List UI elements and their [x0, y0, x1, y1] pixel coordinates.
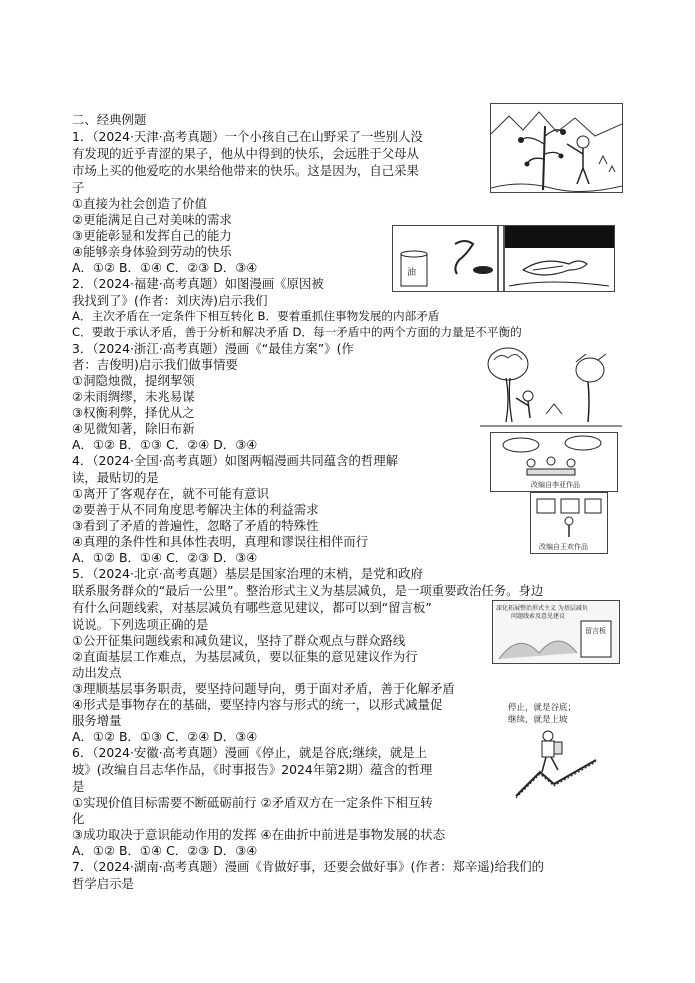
q3-cartoon-figure [480, 340, 622, 430]
q6-cartoon-figure [506, 700, 606, 800]
q2-option: C．要敢于承认矛盾，善于分析和解决矛盾 D．每一矛盾中的两个方面的力量是不平衡的 [72, 325, 522, 339]
q5-option: 服务增量 [72, 713, 122, 728]
q1-cartoon-figure [490, 103, 623, 193]
section-title: 二、经典例题 [72, 112, 147, 127]
q6-option: ③成功取决于意识能动作用的发挥 ④在曲折中前进是事物发展的状态 [72, 827, 446, 842]
q5-stem-line: 说说。下列选项正确的是 [72, 617, 209, 632]
q1-stem-line: 1．（2024·天津·高考真题）一个小孩自己在山野采了一些别人没 [72, 129, 423, 144]
q5-option: 动出发点 [72, 665, 122, 680]
q1-choices: A．①② B．①④ C．②③ D．③④ [72, 260, 258, 275]
q5-stem-line: 联系服务群众的“最后一公里”。整治形式主义为基层减负，是一项重要政治任务。身边 [72, 583, 544, 598]
q1-option: ②更能满足自己对美味的需求 [72, 212, 232, 227]
q4-option: ③看到了矛盾的普遍性，忽略了矛盾的特殊性 [72, 518, 319, 533]
q5-option: ④形式是事物存在的基础，要坚持内容与形式的统一，以形式减量促 [72, 697, 443, 712]
q1-option: ①直接为社会创造了价值 [72, 196, 208, 211]
q2-stem-line: 2．（2024·福建·高考真题）如图漫画《原因被 [72, 276, 324, 291]
q6-stem-line: 6．（2024·安徽·高考真题）漫画《停止，就是谷底;继续，就是上 [72, 745, 428, 760]
q6-choices: A．①② B．①④ C．②③ D．③④ [72, 843, 258, 858]
q2-option: A．主次矛盾在一定条件下相互转化 B．要着重抓住事物发展的内部矛盾 [72, 309, 440, 323]
q7-stem-line: 7．（2024·湖南·高考真题）漫画《肯做好事，还要会做好事》(作者：郑辛遥)给我们的 [72, 859, 545, 874]
q6-option: ①实现价值目标需要不断砥砺前行 ②矛盾双方在一定条件下相互转 [72, 795, 433, 810]
q6-caption-2: 继续，就是上坡 [508, 715, 568, 725]
q6-caption-1: 停止，就是谷底； [508, 703, 577, 713]
q5-header: 深化拓展整治形式主义 为基层减负 [496, 605, 588, 612]
q6-stem-line: 坡》(改编自吕志华作品，《时事报告》2024年第2期）蕴含的哲理 [72, 762, 433, 777]
q4-choices: A．①② B．①④ C．②③ D．③④ [72, 550, 258, 565]
q4-caption-1: 改编自李亚作品 [531, 481, 580, 489]
q3-stem-line: 3．（2024·浙江·高考真题）漫画《“最佳方案”》(作 [72, 341, 354, 356]
q1-stem-line: 有发现的近乎青涩的果子，他从中得到的快乐，会远胜于父母从 [72, 146, 419, 161]
q4-option: ④真理的条件性和具体性表明，真理和谬误往相伴而行 [72, 534, 369, 549]
q5-stem-line: 5．（2024·北京·高考真题）基层是国家治理的末梢，是党和政府 [72, 566, 423, 581]
q5-illustration [492, 600, 620, 664]
q6-option: 化 [72, 811, 85, 826]
q4-cartoon-figure-1 [490, 432, 618, 492]
q5-choices: A．①② B．①③ C．②④ D．③④ [72, 729, 258, 744]
q1-stem-line: 市场上买的他爱吃的水果给他带来的快乐。这是因为，自己采果 [72, 163, 419, 178]
q4-option: ①离开了客观存在，就不可能有意识 [72, 486, 269, 501]
q4-caption-2: 改编自王欢作品 [539, 543, 588, 551]
q5-board-label: 留言板 [585, 627, 606, 635]
q5-stem-line: 有什么问题线索，对基层减负有哪些意见建议，都可以到“留言板” [72, 600, 432, 615]
q5-subheader: 问题线索及意见建议 [511, 613, 566, 620]
q4-stem-line: 读，最贴切的是 [72, 470, 159, 485]
q3-option: ①洞隐烛微，提纲挈领 [72, 373, 195, 388]
q2-cartoon-figure [392, 225, 615, 292]
q4-stem-line: 4．（2024·全国·高考真题）如图两幅漫画共同蕴含的哲理解 [72, 453, 399, 468]
q5-option: ③理顺基层事务职责，要坚持问题导向，勇于面对矛盾，善于化解矛盾 [72, 681, 455, 696]
q3-option: ②未雨绸缪，未兆易谋 [72, 389, 195, 404]
q2-stem-line: 我找到了》(作者：刘庆涛)启示我们 [72, 293, 268, 308]
q2-barrel-label: 油 [407, 268, 417, 278]
q3-stem-line: 者：吉俊明)启示我们做事情要 [72, 357, 238, 372]
q7-stem-line: 哲学启示是 [72, 876, 134, 891]
q3-option: ④见微知著，除旧布新 [72, 421, 195, 436]
q4-cartoon-figure-2 [530, 492, 608, 554]
q1-stem-line: 子 [72, 180, 85, 195]
q5-option: ②直面基层工作难点，为基层减负，要以征集的意见建议作为行 [72, 649, 418, 664]
q4-option: ②要善于从不同角度思考解决主体的利益需求 [72, 502, 319, 517]
q3-option: ③权衡利弊，择优从之 [72, 405, 195, 420]
q5-option: ①公开征集问题线索和减负建议，坚持了群众观点与群众路线 [72, 633, 406, 648]
q1-option: ③更能彰显和发挥自己的能力 [72, 228, 232, 243]
q1-option: ④能够亲身体验到劳动的快乐 [72, 244, 232, 259]
q3-choices: A．①② B．①③ C．②④ D．③④ [72, 437, 258, 452]
q6-stem-line: 是 [72, 779, 85, 794]
